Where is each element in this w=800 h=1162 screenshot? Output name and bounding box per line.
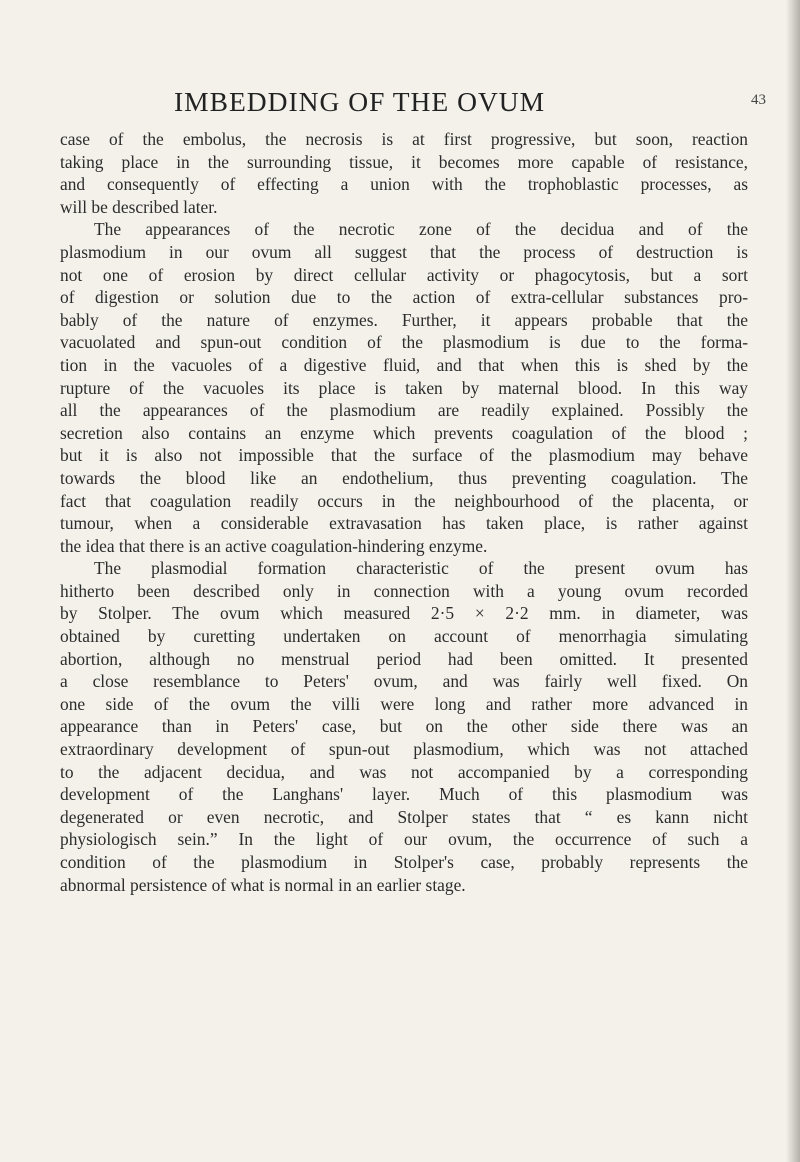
- text-line: appearance than in Peters' case, but on the other side there was an: [60, 716, 748, 737]
- text-line: secretion also contains an enzyme which prevents coagulation of the blood ;: [60, 422, 748, 443]
- text-line: tion in the vacuoles of a digestive fluid, and that when this is shed by the: [60, 354, 748, 375]
- text-line: by Stolper. The ovum which measured 2·5 × 2·2 mm. in diameter, was: [60, 603, 748, 624]
- text-line: one side of the ovum the villi were long and rather more advanced in: [60, 693, 748, 714]
- text-line: physiologisch sein.” In the light of our ovum, the occurrence of such a: [60, 829, 748, 850]
- text-line: towards the blood like an endothelium, thus preventing coagulation. The: [60, 467, 748, 488]
- text-line: extraordinary development of spun-out plasmodium, which was not attached: [60, 739, 748, 760]
- text-line: condition of the plasmodium in Stolper's case, probably represents the: [60, 852, 748, 872]
- text-line: plasmodium in our ovum all suggest that the process of destruction is: [60, 241, 748, 262]
- text-line: case of the embolus, the necrosis is at first progressive, but soon, reaction: [60, 129, 748, 149]
- text-line: fact that coagulation readily occurs in the neighbourhood of the placenta, or: [60, 490, 748, 511]
- text-line: abnormal persistence of what is normal in an earlier stage.: [60, 874, 466, 895]
- text-line: degenerated or even necrotic, and Stolper states that “ es kann nicht: [60, 806, 748, 827]
- text-line: bably of the nature of enzymes. Further, it appears probable that the: [60, 309, 748, 330]
- page-number: 43: [751, 92, 766, 108]
- text-line: hitherto been described only in connection with a young ovum recorded: [60, 580, 748, 601]
- text-line: all the appearances of the plasmodium are readily explained. Possibly the: [60, 400, 748, 421]
- text-line: will be described later.: [60, 196, 218, 217]
- text-line: obtained by curetting undertaken on account of menorrhagia simulating: [60, 626, 748, 647]
- page-edge-shadow: [786, 0, 800, 1162]
- text-line: abortion, although no menstrual period had been omitted. It presented: [60, 648, 748, 669]
- text-line: tumour, when a considerable extravasation has taken place, is rather against: [60, 513, 748, 534]
- text-line: not one of erosion by direct cellular activity or phagocytosis, but a sort: [60, 264, 748, 285]
- body-text: [60, 128, 748, 896]
- running-title: IMBEDDING OF THE OVUM: [174, 86, 546, 117]
- text-line: to the adjacent decidua, and was not accompanied by a corresponding: [60, 761, 748, 782]
- text-line: but it is also not impossible that the surface of the plasmodium may behave: [60, 445, 748, 466]
- running-head: [0, 86, 800, 126]
- text-line: of digestion or solution due to the action of extra-cellular substances pro-: [60, 287, 748, 308]
- text-line: the idea that there is an active coagulation-hindering enzyme.: [60, 535, 488, 556]
- text-line: The plasmodial formation characteristic of the present ovum has: [94, 558, 748, 579]
- text-line: a close resemblance to Peters' ovum, and was fairly well fixed. On: [60, 671, 748, 692]
- text-line: and consequently of effecting a union with the trophoblastic processes, as: [60, 174, 748, 195]
- text-line: vacuolated and spun-out condition of the plasmodium is due to the forma-: [60, 332, 748, 353]
- text-line: taking place in the surrounding tissue, it becomes more capable of resistance,: [60, 151, 748, 172]
- text-line: The appearances of the necrotic zone of the decidua and of the: [94, 219, 748, 240]
- text-line: development of the Langhans' layer. Much of this plasmodium was: [60, 784, 748, 805]
- text-line: rupture of the vacuoles its place is taken by maternal blood. In this way: [60, 377, 748, 398]
